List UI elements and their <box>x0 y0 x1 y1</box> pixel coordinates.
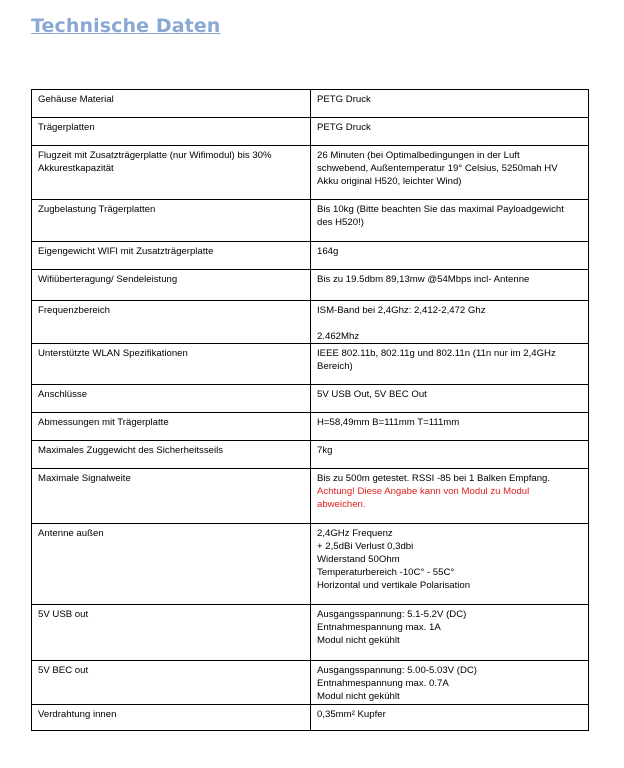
spec-value-cell <box>311 441 589 469</box>
spec-value: Entnahmespannung max. 0.7A <box>317 678 449 689</box>
spec-label-cell <box>32 270 311 301</box>
spec-table <box>31 89 589 731</box>
spec-row <box>32 270 589 301</box>
spec-value: 164g <box>317 246 339 257</box>
spec-label: Gehäuse Material <box>38 94 114 105</box>
spec-value-cell <box>311 661 589 705</box>
warning-note: abweichen. <box>317 499 366 510</box>
spec-value: Modul nicht gekühlt <box>317 635 400 646</box>
spec-label-cell <box>32 469 311 524</box>
spec-label-cell <box>32 705 311 731</box>
spec-row <box>32 200 589 242</box>
spec-row <box>32 705 589 731</box>
spec-value: 0,35mm² Kupfer <box>317 709 386 720</box>
spec-value: schwebend, Außentemperatur 19° Celsius, 5250mah HV <box>317 163 558 174</box>
spec-value: Horizontal und vertikale Polarisation <box>317 580 471 591</box>
spec-value-spacer <box>317 317 582 330</box>
spec-value: ISM-Band bei 2,4Ghz: 2,412-2,472 Ghz <box>317 305 486 316</box>
spec-label-cell <box>32 301 311 344</box>
spec-value-cell <box>311 242 589 270</box>
spec-value-cell <box>311 413 589 441</box>
spec-value: Entnahmespannung max. 1A <box>317 622 441 633</box>
spec-label-cell <box>32 661 311 705</box>
spec-label: 5V USB out <box>38 609 89 620</box>
spec-value: Bis zu 19.5dbm 89,13mw @54Mbps incl- Antenne <box>317 274 530 285</box>
spec-value-cell <box>311 270 589 301</box>
spec-label: Anschlüsse <box>38 389 88 400</box>
spec-value: 26 Minuten (bei Optimalbedingungen in der Luft <box>317 150 520 161</box>
spec-label-cell <box>32 90 311 118</box>
page-title: Technische Daten <box>31 15 221 37</box>
spec-value: Widerstand 50Ohm <box>317 554 400 565</box>
spec-row <box>32 90 589 118</box>
spec-label: Wifiüberteragung/ Sendeleistung <box>38 274 178 285</box>
spec-row <box>32 524 589 605</box>
spec-label: Unterstützte WLAN Spezifikationen <box>38 348 188 359</box>
spec-label-cell <box>32 200 311 242</box>
spec-value: + 2,5dBi Verlust 0,3dbi <box>317 541 414 552</box>
spec-row <box>32 385 589 413</box>
spec-value: IEEE 802.11b, 802.11g und 802.11n (11n nur im 2,4GHz <box>317 348 556 359</box>
spec-value: PETG Druck <box>317 122 371 133</box>
spec-label: Akkurestkapazität <box>38 163 114 174</box>
spec-value-cell <box>311 524 589 605</box>
spec-label: Eigengewicht WIFI mit Zusatzträgerplatte <box>38 246 214 257</box>
spec-value: PETG Druck <box>317 94 371 105</box>
spec-row <box>32 441 589 469</box>
spec-label-cell <box>32 385 311 413</box>
spec-value: Bis zu 500m getestet. RSSI -85 bei 1 Balken Empfang. <box>317 473 551 484</box>
spec-label-cell <box>32 242 311 270</box>
spec-value-cell <box>311 200 589 242</box>
spec-label: Zugbelastung Trägerplatten <box>38 204 156 215</box>
spec-label-cell <box>32 413 311 441</box>
spec-label-cell <box>32 441 311 469</box>
spec-label-cell <box>32 605 311 661</box>
spec-value-cell <box>311 301 589 344</box>
spec-label-cell <box>32 146 311 200</box>
spec-value: Ausgangsspannung: 5.1-5.2V (DC) <box>317 609 467 620</box>
spec-value-cell <box>311 90 589 118</box>
spec-row <box>32 469 589 524</box>
spec-label: Frequenzbereich <box>38 305 110 316</box>
spec-label: Maximales Zuggewicht des Sicherheitsseils <box>38 445 224 456</box>
spec-label: Abmessungen mit Trägerplatte <box>38 417 169 428</box>
spec-label: 5V BEC out <box>38 665 89 676</box>
spec-value: des H520!) <box>317 217 364 228</box>
spec-value: Bereich) <box>317 361 353 372</box>
spec-label-cell <box>32 524 311 605</box>
spec-row <box>32 605 589 661</box>
spec-value-cell <box>311 605 589 661</box>
spec-value: Ausgangsspannung: 5.00-5.03V (DC) <box>317 665 477 676</box>
spec-value: 2.462Mhz <box>317 331 360 342</box>
spec-value: 5V USB Out, 5V BEC Out <box>317 389 427 400</box>
spec-row <box>32 146 589 200</box>
spec-value: H=58,49mm B=111mm T=111mm <box>317 417 460 428</box>
spec-label: Maximale Signalweite <box>38 473 131 484</box>
spec-value: 7kg <box>317 445 333 456</box>
spec-label: Antenne außen <box>38 528 104 539</box>
spec-value-cell <box>311 118 589 146</box>
spec-row <box>32 301 589 344</box>
spec-label: Verdrahtung innen <box>38 709 117 720</box>
warning-note: Achtung! Diese Angabe kann von Modul zu Modul <box>317 486 530 497</box>
spec-value: Modul nicht gekühlt <box>317 691 400 702</box>
spec-row <box>32 344 589 385</box>
spec-label: Trägerplatten <box>38 122 95 133</box>
spec-value-cell <box>311 705 589 731</box>
spec-value: Bis 10kg (Bitte beachten Sie das maximal Payloadgewicht <box>317 204 564 215</box>
spec-label-cell <box>32 344 311 385</box>
spec-value-cell <box>311 385 589 413</box>
spec-row <box>32 661 589 705</box>
spec-value: Akku original H520, leichter Wind) <box>317 176 462 187</box>
spec-value: 2,4GHz Frequenz <box>317 528 393 539</box>
spec-row <box>32 242 589 270</box>
spec-label: Flugzeit mit Zusatzträgerplatte (nur Wifimodul) bis 30% <box>38 150 272 161</box>
spec-row <box>32 118 589 146</box>
spec-row <box>32 413 589 441</box>
spec-table-body <box>32 90 589 731</box>
spec-label-cell <box>32 118 311 146</box>
spec-value-cell <box>311 469 589 524</box>
spec-value: Temperaturbereich -10C° - 55C° <box>317 567 455 578</box>
spec-value-cell <box>311 146 589 200</box>
spec-value-cell <box>311 344 589 385</box>
